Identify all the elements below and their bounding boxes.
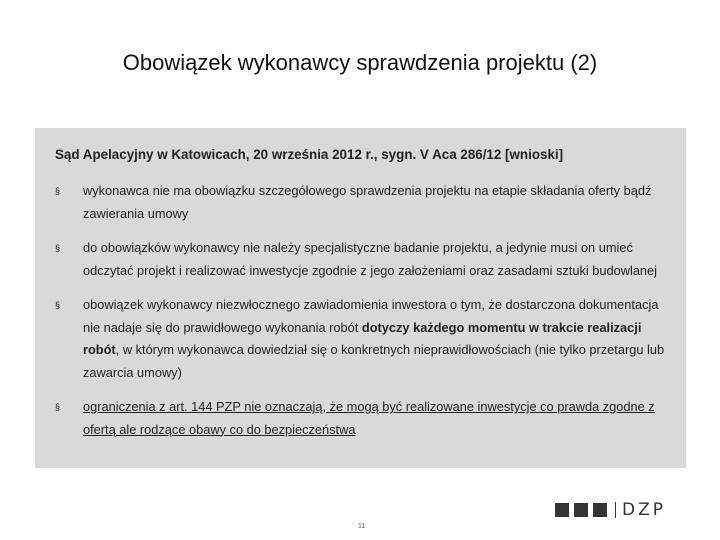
- slide-title: Obowiązek wykonawcy sprawdzenia projektu (2): [122, 50, 598, 75]
- page-number: 11: [358, 523, 366, 530]
- logo-text: DZP: [622, 500, 666, 520]
- bullet-text-4: ograniczenia z art. 144 PZP nie oznaczają, że mogą być realizowane inwestycje co prawda zgodne z ofertą ale rodzące obawy co do bezpieczeństwa: [83, 399, 655, 437]
- logo-square-icon: [574, 503, 588, 517]
- logo-square-icon: [593, 503, 607, 517]
- bullet-marker-icon: §: [55, 402, 61, 412]
- bullet-list: [55, 180, 675, 441]
- court-ruling-heading: Sąd Apelacyjny w Katowicach, 20 września 2012 r., sygn. V Aca 286/12 [wnioski]: [55, 147, 564, 162]
- dzp-logo: [555, 500, 666, 520]
- bullet-marker-icon: §: [55, 243, 61, 253]
- bullet-item-4: [55, 396, 675, 441]
- bullet-marker-icon: §: [55, 300, 61, 310]
- bullet-item-3: [55, 294, 675, 384]
- bullet-marker-icon: §: [55, 186, 61, 196]
- bullet-item-2: [55, 237, 675, 282]
- bullet-text-2: do obowiązków wykonawcy nie należy specjalistyczne badanie projektu, a jedynie musi on umieć odczytać projekt i realizować inwestycje zgodnie z jego założeniami oraz zasadami sztuki budowlanej: [83, 240, 658, 278]
- bullet-text-1: wykonawca nie ma obowiązku szczegółowego sprawdzenia projektu na etapie składania oferty bądź zawierania umowy: [83, 183, 652, 221]
- bullet-text-3-after: , w którym wykonawca dowiedział się o konkretnych nieprawidłowościach (nie tylko przetargu lub zawarcia umowy): [83, 342, 665, 380]
- logo-divider: [615, 502, 616, 518]
- bullet-text-3: [83, 297, 664, 380]
- content-box: [35, 128, 686, 468]
- bullet-item-1: [55, 180, 675, 225]
- bullet-text-3-bold: dotyczy każdego momentu w trakcie realizacji robót: [83, 319, 642, 357]
- bullet-text-3-before: obowiązek wykonawcy niezwłocznego zawiadomienia inwestora o tym, że dostarczona dokumentacja nie nadaje się do prawidłowego wykonania robót: [83, 297, 659, 335]
- logo-square-icon: [555, 503, 569, 517]
